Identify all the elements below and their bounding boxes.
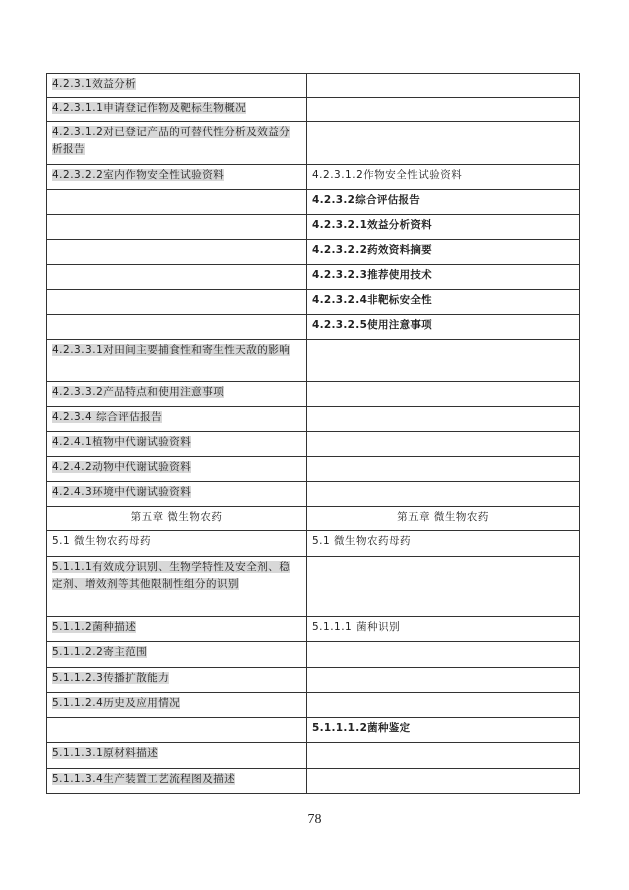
table-row <box>47 340 580 382</box>
left-cell <box>47 432 307 457</box>
table-row <box>47 432 580 457</box>
table-row <box>47 743 580 769</box>
right-cell <box>307 315 580 340</box>
left-cell <box>47 165 307 190</box>
comparison-table <box>46 73 580 794</box>
left-cell <box>47 340 307 382</box>
left-cell <box>47 122 307 165</box>
right-cell <box>307 265 580 290</box>
left-cell-text: 4.2.4.1植物中代谢试验资料 <box>52 436 192 448</box>
table-row <box>47 482 580 507</box>
right-cell-text: 5.1.1.1.2菌种鉴定 <box>312 722 411 734</box>
left-cell-text: 5.1.1.2菌种描述 <box>52 621 137 633</box>
right-cell <box>307 240 580 265</box>
left-cell-text: 5.1.1.2.4历史及应用情况 <box>52 697 181 709</box>
right-cell <box>307 617 580 642</box>
left-cell <box>47 98 307 122</box>
right-cell <box>307 507 580 531</box>
right-cell-text: 4.2.3.1.2作物安全性试验资料 <box>312 169 463 181</box>
left-cell <box>47 617 307 642</box>
left-cell-text: 5.1.1.1有效成分识别、生物学特性及安全剂、稳定剂、增效剂等其他限制性组分的识别 <box>52 561 291 590</box>
right-cell <box>307 432 580 457</box>
left-cell <box>47 407 307 432</box>
table-row <box>47 165 580 190</box>
left-cell <box>47 240 307 265</box>
table-row <box>47 531 580 557</box>
left-cell-text: 4.2.3.3.2产品特点和使用注意事项 <box>52 386 225 398</box>
right-cell <box>307 693 580 718</box>
table-row <box>47 290 580 315</box>
right-cell-text: 4.2.3.2.2药效资料摘要 <box>312 244 432 256</box>
left-cell <box>47 769 307 794</box>
left-cell <box>47 507 307 531</box>
table-row <box>47 668 580 693</box>
right-cell <box>307 290 580 315</box>
right-cell-text: 4.2.3.2.5使用注意事项 <box>312 319 432 331</box>
left-cell <box>47 743 307 769</box>
table-row <box>47 215 580 240</box>
right-cell <box>307 769 580 794</box>
right-cell <box>307 122 580 165</box>
left-cell-text: 5.1.1.3.1原材料描述 <box>52 747 159 759</box>
table-row <box>47 122 580 165</box>
left-cell <box>47 642 307 668</box>
left-cell-text: 5.1.1.3.4生产装置工艺流程图及描述 <box>52 773 236 785</box>
left-cell-text: 4.2.4.2动物中代谢试验资料 <box>52 461 192 473</box>
table-row <box>47 74 580 98</box>
right-cell <box>307 190 580 215</box>
left-cell <box>47 74 307 98</box>
left-cell <box>47 718 307 743</box>
right-cell <box>307 557 580 617</box>
left-cell-text: 5.1.1.2.2寄主范围 <box>52 646 148 658</box>
left-cell-text: 4.2.3.1效益分析 <box>52 78 137 90</box>
left-cell <box>47 382 307 407</box>
right-cell-text: 4.2.3.2.4非靶标安全性 <box>312 294 432 306</box>
right-cell <box>307 215 580 240</box>
left-cell-text: 5.1 微生物农药母药 <box>52 535 152 547</box>
left-cell <box>47 457 307 482</box>
table-row <box>47 240 580 265</box>
right-cell <box>307 718 580 743</box>
table-row <box>47 507 580 531</box>
table-row <box>47 769 580 794</box>
right-cell-text: 第五章 微生物农药 <box>397 511 489 523</box>
right-cell <box>307 531 580 557</box>
left-cell-text: 4.2.3.2.2室内作物安全性试验资料 <box>52 169 225 181</box>
table-row <box>47 457 580 482</box>
right-cell <box>307 457 580 482</box>
right-cell <box>307 482 580 507</box>
right-cell <box>307 407 580 432</box>
table-row <box>47 98 580 122</box>
left-cell <box>47 482 307 507</box>
right-cell <box>307 668 580 693</box>
right-cell-text: 4.2.3.2.1效益分析资料 <box>312 219 432 231</box>
right-cell <box>307 165 580 190</box>
table-row <box>47 407 580 432</box>
table-row <box>47 617 580 642</box>
left-cell-text: 5.1.1.2.3传播扩散能力 <box>52 672 170 684</box>
right-cell-text: 5.1 微生物农药母药 <box>312 535 412 547</box>
left-cell <box>47 265 307 290</box>
page-number: 78 <box>307 812 322 827</box>
left-cell-text: 4.2.3.1.2对已登记产品的可替代性分析及效益分析报告 <box>52 126 291 155</box>
table-row <box>47 557 580 617</box>
table-row <box>47 718 580 743</box>
left-cell-text: 4.2.3.1.1申请登记作物及靶标生物概况 <box>52 102 247 114</box>
right-cell <box>307 340 580 382</box>
left-cell <box>47 215 307 240</box>
left-cell-text: 第五章 微生物农药 <box>130 511 223 523</box>
right-cell-text: 4.2.3.2综合评估报告 <box>312 194 421 206</box>
right-cell-text: 4.2.3.2.3推荐使用技术 <box>312 269 432 281</box>
left-cell <box>47 531 307 557</box>
right-cell <box>307 642 580 668</box>
table-row <box>47 315 580 340</box>
right-cell <box>307 98 580 122</box>
right-cell <box>307 382 580 407</box>
right-cell <box>307 743 580 769</box>
left-cell <box>47 190 307 215</box>
table-row <box>47 265 580 290</box>
table-row <box>47 642 580 668</box>
left-cell-text: 4.2.4.3环境中代谢试验资料 <box>52 486 192 498</box>
left-cell <box>47 668 307 693</box>
left-cell-text: 4.2.3.3.1对田间主要捕食性和寄生性天敌的影响 <box>52 344 291 356</box>
right-cell-text: 5.1.1.1 菌种识别 <box>312 621 401 633</box>
left-cell <box>47 315 307 340</box>
right-cell <box>307 74 580 98</box>
table-row <box>47 190 580 215</box>
table-row <box>47 382 580 407</box>
left-cell <box>47 290 307 315</box>
table-row <box>47 693 580 718</box>
left-cell-text: 4.2.3.4 综合评估报告 <box>52 411 163 423</box>
left-cell <box>47 557 307 617</box>
table-body <box>47 74 580 794</box>
left-cell <box>47 693 307 718</box>
